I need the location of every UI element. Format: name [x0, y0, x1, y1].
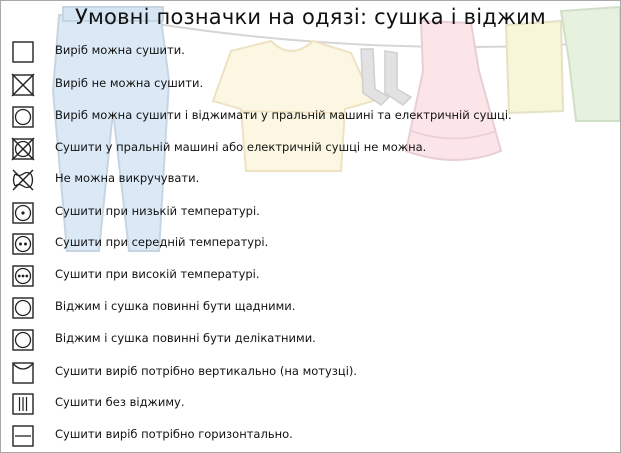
drip-dry-icon	[11, 392, 35, 416]
page-title: Умовні позначки на одязі: сушка і віджим	[75, 5, 546, 29]
do-not-wring-icon	[11, 168, 35, 192]
symbol-label: Сушити виріб потрібно вертикально (на мотузці).	[55, 364, 358, 378]
symbol-label: Сушити виріб потрібно горизонтально.	[55, 427, 293, 441]
symbol-label: Виріб можна сушити і віджимати у пральній машині та електричній сушці.	[55, 108, 512, 122]
tumble-dry-normal-icon	[11, 296, 35, 320]
symbol-label: Сушити при високій температурі.	[55, 267, 260, 281]
line-dry-icon	[11, 361, 35, 385]
tumble-dry-delicate-icon	[11, 328, 35, 352]
symbol-label: Виріб можна сушити.	[55, 43, 185, 57]
symbol-label: Виріб не можна сушити.	[55, 76, 204, 90]
symbol-label: Сушити при середній температурі.	[55, 235, 269, 249]
dry-flat-icon	[11, 424, 35, 448]
tumble-dry-crossed-icon	[11, 137, 35, 161]
tumble-dry-icon	[11, 105, 35, 129]
tumble-dry-one-dot-icon	[11, 201, 35, 225]
symbol-label: Сушити без віджиму.	[55, 395, 185, 409]
square-icon	[11, 40, 35, 64]
symbol-label: Віджим і сушка повинні бути делікатними.	[55, 331, 316, 345]
symbol-label: Не можна викручувати.	[55, 171, 200, 185]
symbol-label: Віджим і сушка повинні бути щадними.	[55, 299, 296, 313]
laundry-line-illustration	[1, 1, 620, 452]
tumble-dry-three-dots-icon	[11, 264, 35, 288]
square-crossed-icon	[11, 73, 35, 97]
symbol-label: Сушити при низькій температурі.	[55, 204, 260, 218]
symbol-label: Сушити у пральній машині або електричній сушці не можна.	[55, 140, 427, 154]
tumble-dry-two-dots-icon	[11, 232, 35, 256]
